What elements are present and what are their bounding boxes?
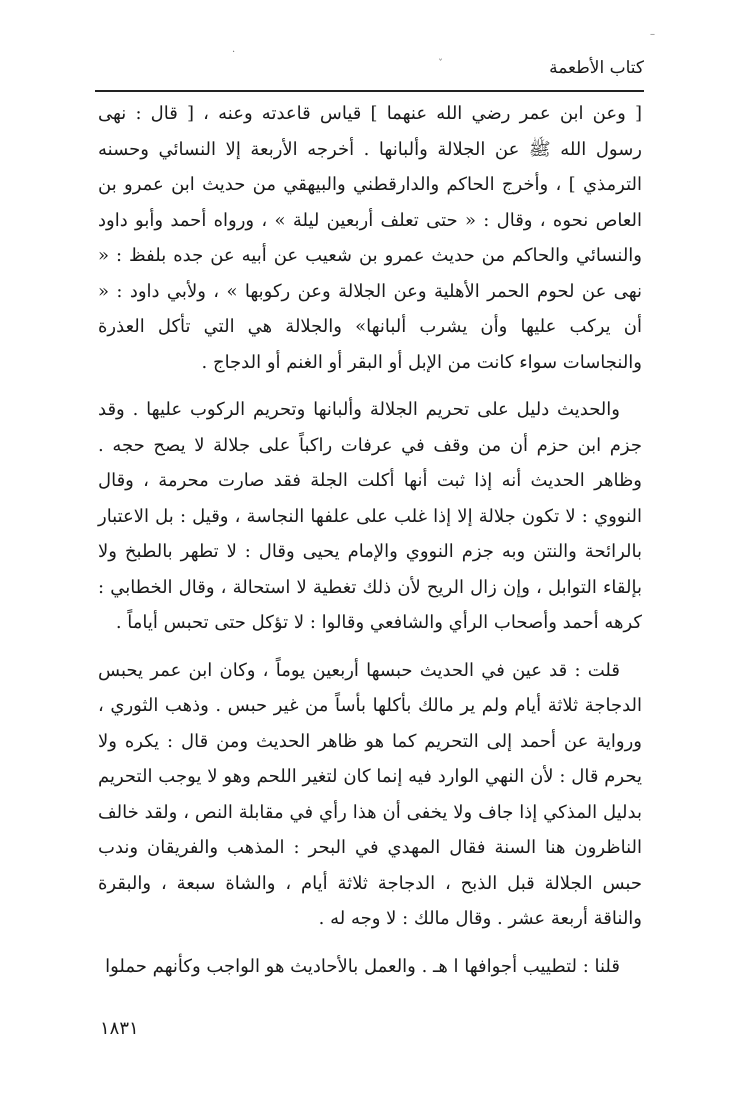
paragraph-qultu: قلت : قد عين في الحديث حبسها أربعين يوماً ، وكان ابن عمر يحبس الدجاجة ثلاثة أيام ولم ير مالك بأكلها بأساً من غير حبس . وذهب الثوري ، ورواية عن أحمد إلى التحريم كما هو ظاهر الحديث ومن قال : يكره ولا يحرم قال : لأن النهي الوارد فيه إنما كان لتغير اللحم وهو لا يوجب التحريم بدليل المذكي إذا جاف ولا يخفى أن هذا رأي في مقابلة النص ، ولقد خالف الناظرون هنا السنة فقال المهدي في البحر : المذهب والفريقان وندب حبس الجلالة قبل الذبح ، الدجاجة ثلاثة أيام ، والشاة سبعة ، والبقرة والناقة أربعة عشر . وقال مالك : لا وجه له . [98, 659, 642, 929]
paragraph-qulna: قلنا : لتطييب أجوافها ا هـ . والعمل بالأحاديث هو الواجب وكأنهم حملوا [105, 955, 620, 977]
running-header-title: كتاب الأطعمة [549, 58, 644, 78]
header-rule [95, 90, 644, 92]
paragraph-commentary: والحديث دليل على تحريم الجلالة وألبانها وتحريم الركوب عليها . وقد جزم ابن حزم أن من وقف في عرفات راكباً على جلالة لا يصح حجه . وظاهر الحديث أنه إذا ثبت أنها أكلت الجلة فقد صارت محرمة ، وقال النووي : لا تكون جلالة إلا إذا غلب على علفها النجاسة ، وقيل : بل الاعتبار بالرائحة والنتن وبه جزم النووي والإمام يحيى وقال : لا تطهر بالطبخ ولا بإلقاء التوابل ، وإن زال الريح لأن ذلك تغطية لا استحالة ، وقال الخطابي : كرهه أحمد وأصحاب الرأي والشافعي وقالوا : لا تؤكل حتى تحبس أياماً . [98, 399, 642, 633]
page-number: ١٨٣١ [100, 1018, 139, 1039]
scan-speck: · [232, 47, 236, 58]
scan-speck: ˇ [438, 59, 443, 70]
body-text [98, 96, 642, 984]
paragraph-hadith: [ وعن ابن عمر رضي الله عنهما ] قياس قاعدته وعنه ، [ قال : نهى رسول الله ﷺ عن الجلالة وألبانها . أخرجه الأربعة إلا النسائي وحسنه الترمذي ] ، وأخرج الحاكم والدارقطني والبيهقي من حديث ابن عمرو بن العاص نحوه ، وقال : « حتى تعلف أربعين ليلة » ، ورواه أحمد وأبو داود والنسائي والحاكم من حديث عمرو بن شعيب عن أبيه عن جده بلفظ : « نهى عن لحوم الحمر الأهلية وعن الجلالة وعن ركوبها » ، ولأبي داود : « أن يركب عليها وأن يشرب ألبانها» والجلالة هي التي تأكل العذرة والنجاسات سواء كانت من الإبل أو البقر أو الغنم أو الدجاج . [98, 103, 642, 373]
scan-speck: – [650, 29, 655, 40]
